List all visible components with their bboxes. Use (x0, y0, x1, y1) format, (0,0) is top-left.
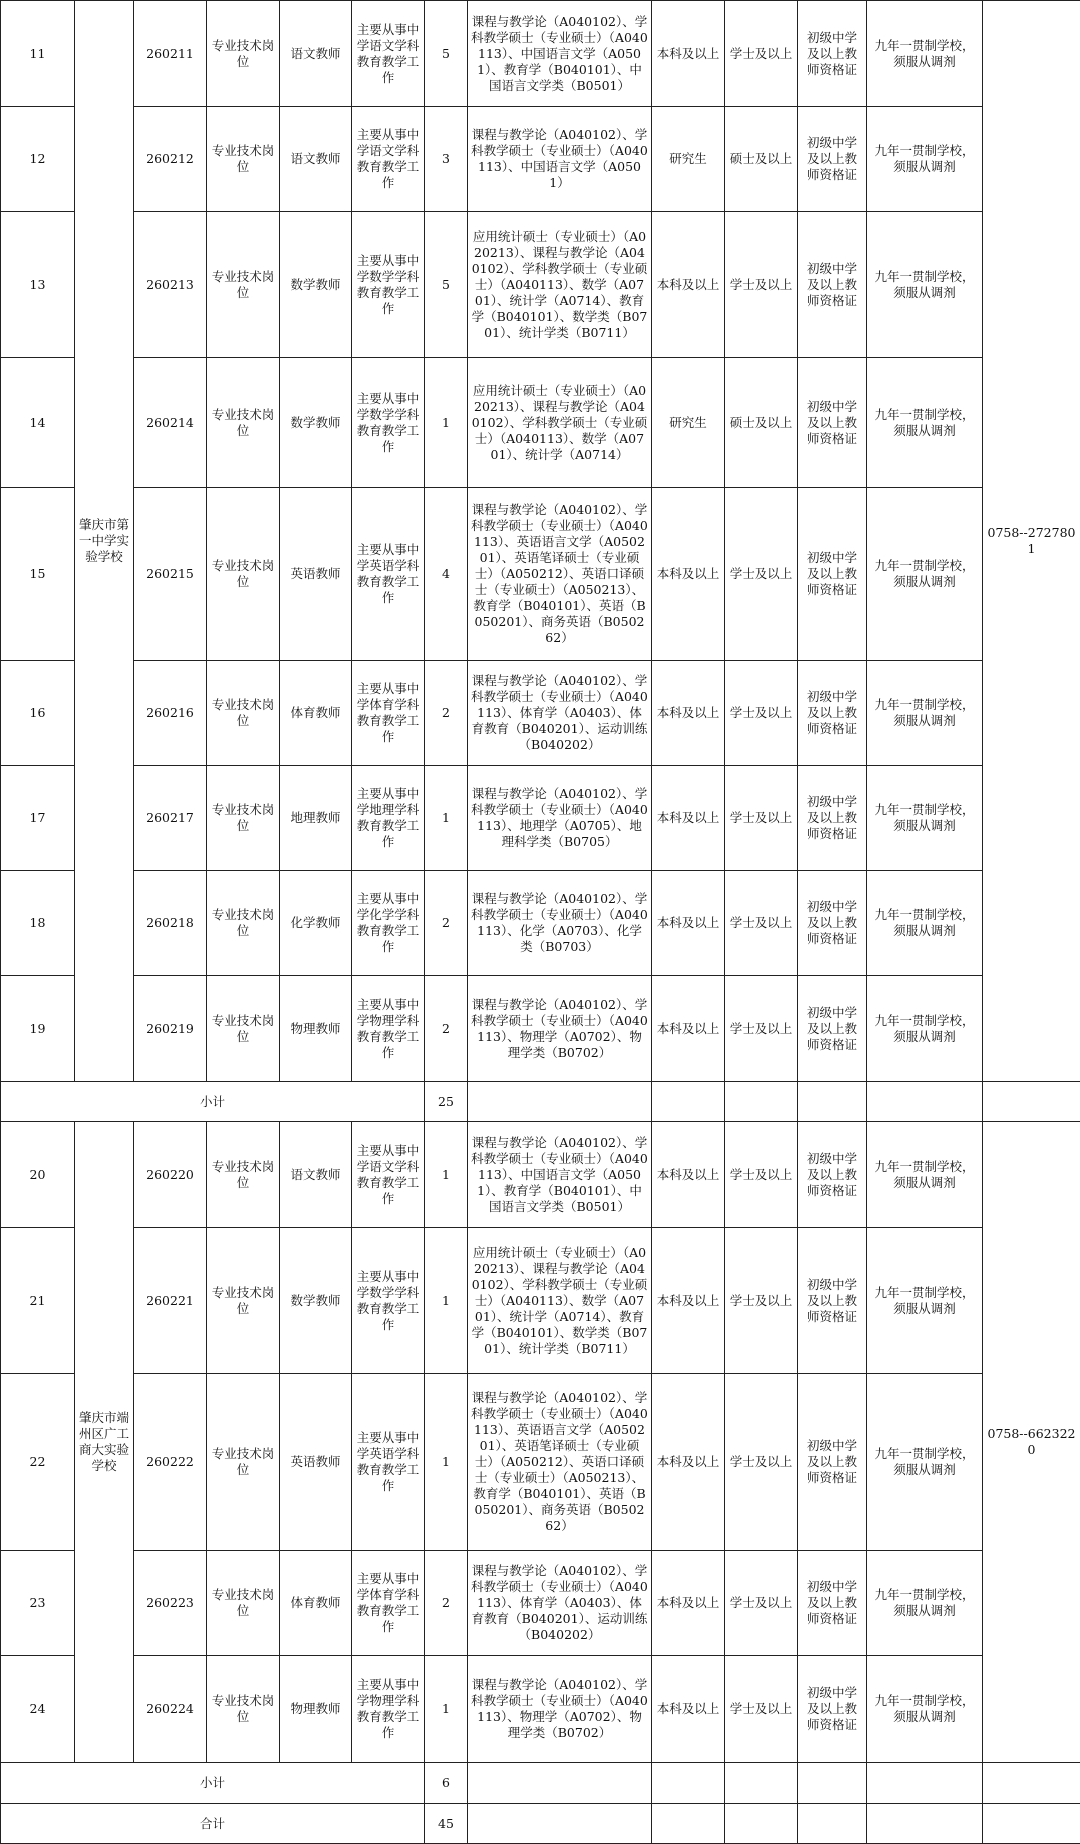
job-duty: 主要从事中学地理学科教育教学工作 (352, 766, 425, 871)
position-type: 专业技术岗位 (207, 1656, 280, 1763)
major-requirement: 课程与教学论（A040102）、学科教学硕士（专业硕士）（A040113）、化学（A0703）、化学类（B0703） (468, 871, 652, 976)
major-requirement: 课程与教学论（A040102）、学科教学硕士（专业硕士）（A040113）、物理学（A0702）、物理学类（B0702） (468, 1656, 652, 1763)
total-row (1, 1804, 1080, 1844)
position-name: 体育教师 (280, 1551, 352, 1656)
position-type: 专业技术岗位 (207, 661, 280, 766)
remark: 九年一贯制学校，须服从调剂 (867, 1228, 983, 1374)
degree-requirement: 硕士及以上 (725, 358, 798, 488)
degree-requirement: 学士及以上 (725, 1, 798, 107)
education-requirement: 本科及以上 (652, 1, 725, 107)
degree-requirement: 学士及以上 (725, 871, 798, 976)
degree-requirement: 学士及以上 (725, 1122, 798, 1228)
remark: 九年一贯制学校，须服从调剂 (867, 871, 983, 976)
certificate-requirement: 初级中学及以上教师资格证 (798, 1656, 867, 1763)
education-requirement: 研究生 (652, 358, 725, 488)
job-duty: 主要从事中学语文学科教育教学工作 (352, 1, 425, 107)
table-row (1, 1656, 1080, 1763)
serial-number: 22 (1, 1374, 75, 1551)
education-requirement: 本科及以上 (652, 871, 725, 976)
position-name: 化学教师 (280, 871, 352, 976)
education-requirement: 研究生 (652, 107, 725, 212)
job-duty: 主要从事中学物理学科教育教学工作 (352, 976, 425, 1082)
degree-requirement: 学士及以上 (725, 976, 798, 1082)
position-code: 260213 (134, 212, 207, 358)
position-type: 专业技术岗位 (207, 766, 280, 871)
job-duty: 主要从事中学体育学科教育教学工作 (352, 661, 425, 766)
position-name: 英语教师 (280, 1374, 352, 1551)
hire-count: 3 (425, 107, 468, 212)
hire-count: 2 (425, 871, 468, 976)
position-type: 专业技术岗位 (207, 1551, 280, 1656)
hire-count: 5 (425, 212, 468, 358)
position-type: 专业技术岗位 (207, 871, 280, 976)
subtotal-row (1, 1082, 1080, 1122)
certificate-requirement: 初级中学及以上教师资格证 (798, 1551, 867, 1656)
total-label: 合计 (1, 1804, 425, 1844)
position-name: 物理教师 (280, 1656, 352, 1763)
certificate-requirement: 初级中学及以上教师资格证 (798, 1, 867, 107)
serial-number: 13 (1, 212, 75, 358)
hire-count: 1 (425, 1656, 468, 1763)
education-requirement: 本科及以上 (652, 766, 725, 871)
position-name: 数学教师 (280, 212, 352, 358)
major-requirement: 课程与教学论（A040102）、学科教学硕士（专业硕士）（A040113）、物理学（A0702）、物理学类（B0702） (468, 976, 652, 1082)
subtotal-value: 6 (425, 1763, 468, 1804)
degree-requirement: 学士及以上 (725, 1656, 798, 1763)
position-type: 专业技术岗位 (207, 358, 280, 488)
major-requirement: 应用统计硕士（专业硕士）（A020213）、课程与教学论（A040102）、学科教学硕士（专业硕士）（A040113）、数学（A0701）、统计学（A0714）、教育学（B040101）、数学类（B0701）、统计学类（B0711） (468, 212, 652, 358)
education-requirement: 本科及以上 (652, 1656, 725, 1763)
certificate-requirement: 初级中学及以上教师资格证 (798, 1374, 867, 1551)
unit-name: 肇庆市第一中学实验学校 (75, 1, 134, 1082)
major-requirement: 课程与教学论（A040102）、学科教学硕士（专业硕士）（A040113）、体育学（A0403）、体育教育（B040201）、运动训练（B040202） (468, 1551, 652, 1656)
subtotal-label: 小计 (1, 1082, 425, 1122)
remark: 九年一贯制学校，须服从调剂 (867, 358, 983, 488)
serial-number: 12 (1, 107, 75, 212)
certificate-requirement: 初级中学及以上教师资格证 (798, 766, 867, 871)
position-type: 专业技术岗位 (207, 1374, 280, 1551)
subtotal-row (1, 1763, 1080, 1804)
serial-number: 14 (1, 358, 75, 488)
table-row (1, 488, 1080, 661)
serial-number: 16 (1, 661, 75, 766)
position-code: 260216 (134, 661, 207, 766)
education-requirement: 本科及以上 (652, 661, 725, 766)
major-requirement: 应用统计硕士（专业硕士）（A020213）、课程与教学论（A040102）、学科教学硕士（专业硕士）（A040113）、数学（A0701）、统计学（A0714）、教育学（B040101）、数学类（B0701）、统计学类（B0711） (468, 1228, 652, 1374)
degree-requirement: 学士及以上 (725, 661, 798, 766)
contact-phone: 0758--6623220 (983, 1122, 1080, 1763)
position-type: 专业技术岗位 (207, 976, 280, 1082)
major-requirement: 应用统计硕士（专业硕士）（A020213）、课程与教学论（A040102）、学科教学硕士（专业硕士）（A040113）、数学（A0701）、统计学（A0714） (468, 358, 652, 488)
job-duty: 主要从事中学语文学科教育教学工作 (352, 107, 425, 212)
remark: 九年一贯制学校，须服从调剂 (867, 1122, 983, 1228)
serial-number: 24 (1, 1656, 75, 1763)
position-type: 专业技术岗位 (207, 1228, 280, 1374)
hire-count: 2 (425, 976, 468, 1082)
degree-requirement: 学士及以上 (725, 1374, 798, 1551)
hire-count: 4 (425, 488, 468, 661)
hire-count: 1 (425, 1122, 468, 1228)
position-name: 英语教师 (280, 488, 352, 661)
position-code: 260223 (134, 1551, 207, 1656)
serial-number: 15 (1, 488, 75, 661)
subtotal-value: 25 (425, 1082, 468, 1122)
certificate-requirement: 初级中学及以上教师资格证 (798, 1122, 867, 1228)
remark: 九年一贯制学校，须服从调剂 (867, 212, 983, 358)
table-row (1, 1374, 1080, 1551)
serial-number: 20 (1, 1122, 75, 1228)
position-type: 专业技术岗位 (207, 488, 280, 661)
serial-number: 11 (1, 1, 75, 107)
table-row (1, 661, 1080, 766)
certificate-requirement: 初级中学及以上教师资格证 (798, 871, 867, 976)
table-row (1, 212, 1080, 358)
certificate-requirement: 初级中学及以上教师资格证 (798, 107, 867, 212)
position-code: 260222 (134, 1374, 207, 1551)
education-requirement: 本科及以上 (652, 212, 725, 358)
certificate-requirement: 初级中学及以上教师资格证 (798, 358, 867, 488)
serial-number: 21 (1, 1228, 75, 1374)
degree-requirement: 学士及以上 (725, 1228, 798, 1374)
remark: 九年一贯制学校，须服从调剂 (867, 1551, 983, 1656)
position-code: 260218 (134, 871, 207, 976)
position-name: 语文教师 (280, 107, 352, 212)
degree-requirement: 学士及以上 (725, 766, 798, 871)
certificate-requirement: 初级中学及以上教师资格证 (798, 488, 867, 661)
major-requirement: 课程与教学论（A040102）、学科教学硕士（专业硕士）（A040113）、中国语言文学（A0501） (468, 107, 652, 212)
major-requirement: 课程与教学论（A040102）、学科教学硕士（专业硕士）（A040113）、中国语言文学（A0501）、教育学（B040101）、中国语言文学类（B0501） (468, 1, 652, 107)
position-code: 260214 (134, 358, 207, 488)
major-requirement: 课程与教学论（A040102）、学科教学硕士（专业硕士）（A040113）、中国语言文学（A0501）、教育学（B040101）、中国语言文学类（B0501） (468, 1122, 652, 1228)
position-name: 数学教师 (280, 1228, 352, 1374)
position-type: 专业技术岗位 (207, 212, 280, 358)
position-name: 物理教师 (280, 976, 352, 1082)
major-requirement: 课程与教学论（A040102）、学科教学硕士（专业硕士）（A040113）、地理学（A0705）、地理科学类（B0705） (468, 766, 652, 871)
degree-requirement: 硕士及以上 (725, 107, 798, 212)
subtotal-label: 小计 (1, 1763, 425, 1804)
total-value: 45 (425, 1804, 468, 1844)
education-requirement: 本科及以上 (652, 976, 725, 1082)
table-row (1, 107, 1080, 212)
table-row (1, 871, 1080, 976)
position-code: 260211 (134, 1, 207, 107)
remark: 九年一贯制学校，须服从调剂 (867, 488, 983, 661)
position-code: 260217 (134, 766, 207, 871)
remark: 九年一贯制学校，须服从调剂 (867, 976, 983, 1082)
education-requirement: 本科及以上 (652, 1551, 725, 1656)
remark: 九年一贯制学校，须服从调剂 (867, 1, 983, 107)
position-code: 260212 (134, 107, 207, 212)
table-row (1, 358, 1080, 488)
job-duty: 主要从事中学物理学科教育教学工作 (352, 1656, 425, 1763)
remark: 九年一贯制学校，须服从调剂 (867, 107, 983, 212)
hire-count: 1 (425, 766, 468, 871)
position-code: 260224 (134, 1656, 207, 1763)
position-code: 260219 (134, 976, 207, 1082)
job-duty: 主要从事中学数学学科教育教学工作 (352, 1228, 425, 1374)
table-row (1, 1122, 1080, 1228)
position-name: 体育教师 (280, 661, 352, 766)
position-code: 260221 (134, 1228, 207, 1374)
table-row (1, 976, 1080, 1082)
job-duty: 主要从事中学数学学科教育教学工作 (352, 212, 425, 358)
hire-count: 5 (425, 1, 468, 107)
position-name: 语文教师 (280, 1, 352, 107)
hire-count: 2 (425, 661, 468, 766)
position-code: 260220 (134, 1122, 207, 1228)
major-requirement: 课程与教学论（A040102）、学科教学硕士（专业硕士）（A040113）、英语语言文学（A050201）、英语笔译硕士（专业硕士）（A050212）、英语口译硕士（专业硕士）（A050213）、教育学（B040101）、英语（B050201）、商务英语（B050262） (468, 488, 652, 661)
position-type: 专业技术岗位 (207, 1, 280, 107)
remark: 九年一贯制学校，须服从调剂 (867, 766, 983, 871)
job-duty: 主要从事中学语文学科教育教学工作 (352, 1122, 425, 1228)
education-requirement: 本科及以上 (652, 1122, 725, 1228)
hire-count: 2 (425, 1551, 468, 1656)
remark: 九年一贯制学校，须服从调剂 (867, 1374, 983, 1551)
position-type: 专业技术岗位 (207, 1122, 280, 1228)
remark: 九年一贯制学校，须服从调剂 (867, 661, 983, 766)
table-row (1, 1228, 1080, 1374)
serial-number: 18 (1, 871, 75, 976)
certificate-requirement: 初级中学及以上教师资格证 (798, 976, 867, 1082)
education-requirement: 本科及以上 (652, 1228, 725, 1374)
job-duty: 主要从事中学英语学科教育教学工作 (352, 488, 425, 661)
job-duty: 主要从事中学数学学科教育教学工作 (352, 358, 425, 488)
degree-requirement: 学士及以上 (725, 488, 798, 661)
major-requirement: 课程与教学论（A040102）、学科教学硕士（专业硕士）（A040113）、体育学（A0403）、体育教育（B040201）、运动训练（B040202） (468, 661, 652, 766)
certificate-requirement: 初级中学及以上教师资格证 (798, 1228, 867, 1374)
education-requirement: 本科及以上 (652, 488, 725, 661)
position-name: 数学教师 (280, 358, 352, 488)
hire-count: 1 (425, 1374, 468, 1551)
job-duty: 主要从事中学英语学科教育教学工作 (352, 1374, 425, 1551)
table-row (1, 766, 1080, 871)
unit-name: 肇庆市端州区广工商大实验学校 (75, 1122, 134, 1763)
table-row (1, 1, 1080, 107)
certificate-requirement: 初级中学及以上教师资格证 (798, 661, 867, 766)
certificate-requirement: 初级中学及以上教师资格证 (798, 212, 867, 358)
degree-requirement: 学士及以上 (725, 212, 798, 358)
position-name: 地理教师 (280, 766, 352, 871)
position-type: 专业技术岗位 (207, 107, 280, 212)
major-requirement: 课程与教学论（A040102）、学科教学硕士（专业硕士）（A040113）、英语语言文学（A050201）、英语笔译硕士（专业硕士）（A050212）、英语口译硕士（专业硕士）（A050213）、教育学（B040101）、英语（B050201）、商务英语（B050262） (468, 1374, 652, 1551)
table-row (1, 1551, 1080, 1656)
position-name: 语文教师 (280, 1122, 352, 1228)
hire-count: 1 (425, 358, 468, 488)
remark: 九年一贯制学校，须服从调剂 (867, 1656, 983, 1763)
degree-requirement: 学士及以上 (725, 1551, 798, 1656)
hire-count: 1 (425, 1228, 468, 1374)
education-requirement: 本科及以上 (652, 1374, 725, 1551)
job-duty: 主要从事中学体育学科教育教学工作 (352, 1551, 425, 1656)
job-duty: 主要从事中学化学学科教育教学工作 (352, 871, 425, 976)
serial-number: 19 (1, 976, 75, 1082)
position-code: 260215 (134, 488, 207, 661)
serial-number: 17 (1, 766, 75, 871)
contact-phone: 0758--2727801 (983, 1, 1080, 1082)
serial-number: 23 (1, 1551, 75, 1656)
